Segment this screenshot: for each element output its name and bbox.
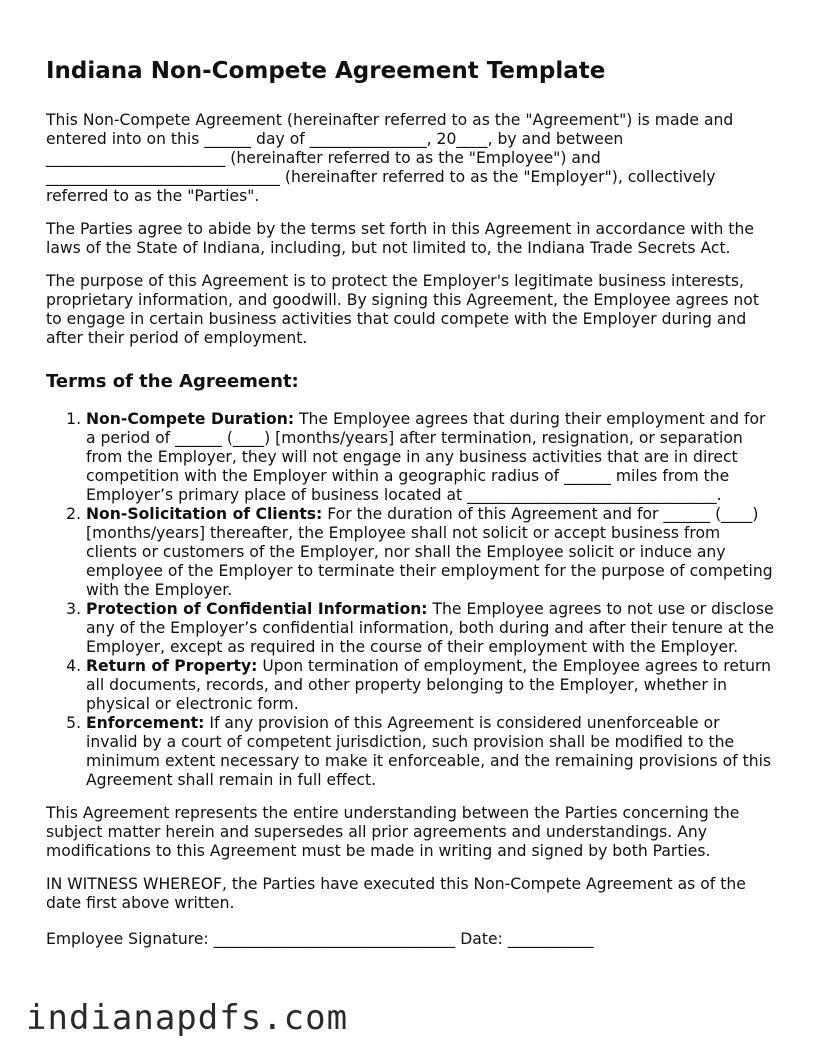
term-title: Enforcement: — [86, 714, 205, 732]
term-title: Non-Solicitation of Clients: — [86, 505, 323, 523]
term-title: Non-Compete Duration: — [86, 410, 295, 428]
document-page — [46, 56, 776, 949]
term-item-confidential-info — [86, 600, 776, 657]
intro-paragraph-2: The Parties agree to abide by the terms set forth in this Agreement in accordance with the laws of the State of Indiana, including, but not limited to, the Indiana Trade Secrets Act. — [46, 220, 754, 257]
term-text: If any provision of this Agreement is considered unenforceable or invalid by a court of competent jurisdiction, such provision shall be modified to the minimum extent necessary to make it enforceable, and the remaining provisions of this Agreement shall remain in full effect. — [86, 714, 772, 789]
term-item-non-compete — [86, 410, 776, 505]
employee-signature-line: Employee Signature: _______________________________ Date: ___________ — [46, 930, 594, 948]
terms-heading: Terms of the Agreement: — [46, 371, 299, 392]
term-text: Upon termination of employment, the Employee agrees to return all documents, records, and other property belonging to the Employer, whether in physical or electronic form. — [86, 657, 771, 713]
term-title: Return of Property: — [86, 657, 258, 675]
term-item-enforcement — [86, 714, 776, 790]
term-item-non-solicitation — [86, 505, 776, 600]
intro-paragraph-3: The purpose of this Agreement is to protect the Employer's legitimate business interests, proprietary information, and goodwill. By signing this Agreement, the Employee agrees not to engage in certain business activities that could compete with the Employer during and after their period of employment. — [46, 272, 759, 347]
document-title: Indiana Non-Compete Agreement Template — [46, 58, 606, 84]
intro-paragraph-1: This Non-Compete Agreement (hereinafter referred to as the "Agreement") is made and entered into on this ______ day of _______________, 20____, by and between _______________________ (hereinafter referred to as the "Employee") and ______________________________ (hereinafter referred to as the "Employer"), collectively referred to as the "Parties". — [46, 111, 734, 205]
term-text: The Employee agrees to not use or disclose any of the Employer’s confidential information, both during and after their tenure at the Employer, except as required in the course of their employment with the Employer. — [86, 600, 775, 656]
term-item-return-property — [86, 657, 776, 714]
term-text: The Employee agrees that during their employment and for a period of ______ (____) [months/years] after termination, resignation, or separation from the Employer, they will not engage in any business activities that are in direct competition with the Employer within a geographic radius of ______ miles from the Employer’s primary place of business located at ________________________________. — [86, 410, 766, 504]
closing-paragraph-2: IN WITNESS WHEREOF, the Parties have executed this Non-Compete Agreement as of the date first above written. — [46, 875, 746, 912]
term-text: For the duration of this Agreement and for ______ (____) [months/years] thereafter, the Employee shall not solicit or accept business from clients or customers of the Employer, nor shall the Employee solicit or induce any employee of the Employer to terminate their employment for the purpose of competing with the Employer. — [86, 505, 773, 599]
closing-paragraph-1: This Agreement represents the entire understanding between the Parties concerning the subject matter herein and supersedes all prior agreements and understandings. Any modifications to this Agreement must be made in writing and signed by both Parties. — [46, 804, 740, 860]
term-title: Protection of Confidential Information: — [86, 600, 428, 618]
site-watermark: indianapdfs.com — [26, 998, 349, 1038]
terms-list — [46, 410, 776, 790]
